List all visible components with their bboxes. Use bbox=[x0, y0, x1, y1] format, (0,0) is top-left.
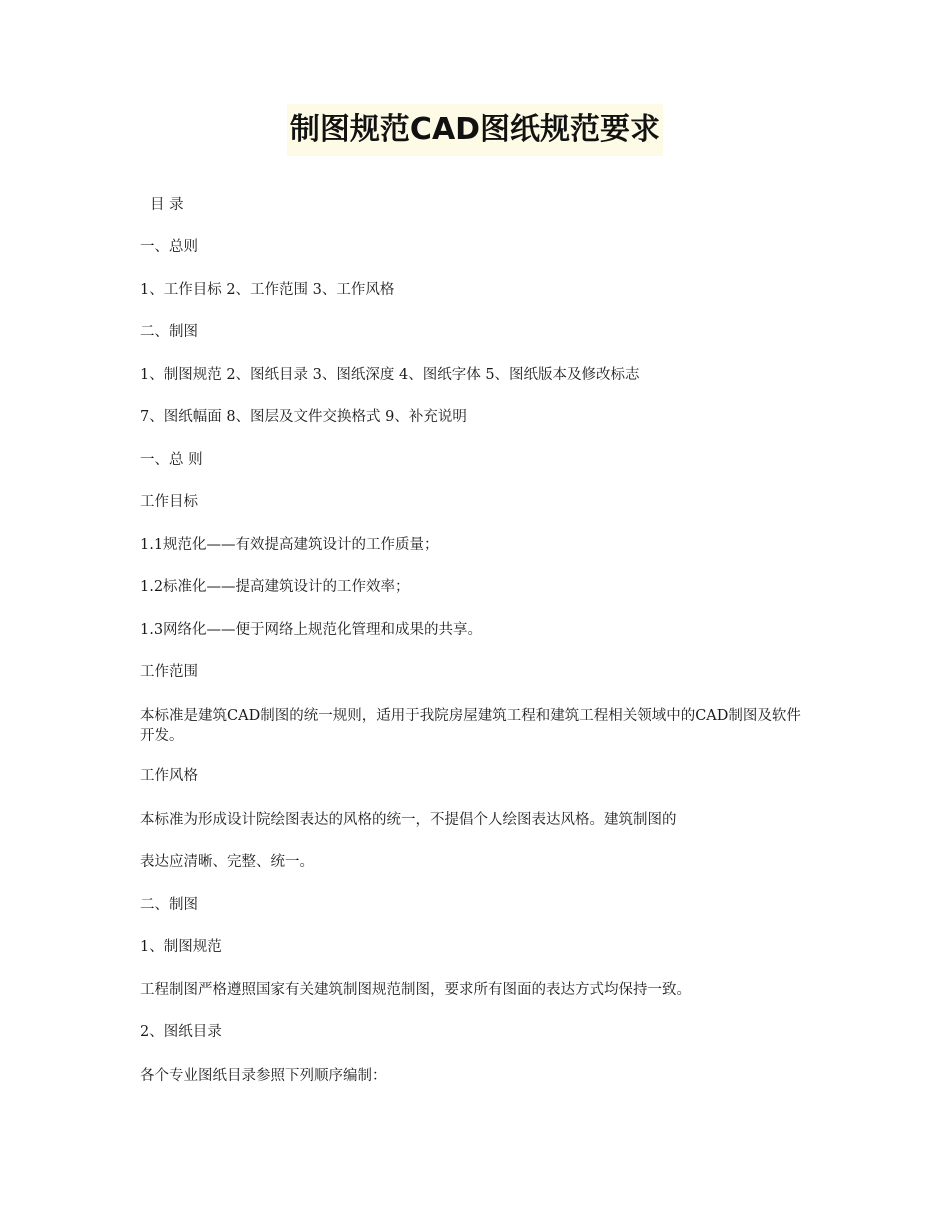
toc-heading: 目 录 bbox=[150, 197, 184, 213]
goal-item-3: 1.3网络化——便于网络上规范化管理和成果的共享。 bbox=[140, 622, 483, 638]
goal-item-2: 1.2标准化——提高建筑设计的工作效率； bbox=[140, 579, 410, 595]
goal-item-1: 1.1规范化——有效提高建筑设计的工作质量； bbox=[140, 537, 439, 553]
document-title: 制图规范CAD图纸规范要求 bbox=[287, 104, 663, 156]
toc-section-2-items-a: 1、制图规范 2、图纸目录 3、图纸深度 4、图纸字体 5、图纸版本及修改标志 bbox=[140, 367, 640, 383]
spec-heading: 1、制图规范 bbox=[140, 939, 222, 955]
spec-paragraph: 工程制图严格遵照国家有关建筑制图规范制图，要求所有图面的表达方式均保持一致。 bbox=[140, 982, 691, 998]
style-paragraph-line-1: 本标准为形成设计院绘图表达的风格的统一，不提倡个人绘图表达风格。建筑制图的 bbox=[140, 812, 677, 828]
toc-section-2: 二、制图 bbox=[140, 324, 198, 340]
toc-section-2-items-b: 7、图纸幅面 8、图层及文件交换格式 9、补充说明 bbox=[140, 409, 467, 425]
catalog-heading: 2、图纸目录 bbox=[140, 1024, 222, 1040]
goal-heading: 工作目标 bbox=[140, 494, 198, 510]
section-2-heading: 二、制图 bbox=[140, 897, 198, 913]
style-paragraph-line-2: 表达应清晰、完整、统一。 bbox=[140, 854, 314, 870]
section-1-heading: 一、总 则 bbox=[140, 452, 203, 468]
toc-section-1: 一、总则 bbox=[140, 239, 198, 255]
toc-section-1-items: 1、工作目标 2、工作范围 3、工作风格 bbox=[140, 282, 395, 298]
scope-heading: 工作范围 bbox=[140, 664, 198, 680]
catalog-paragraph: 各个专业图纸目录参照下列顺序编制： bbox=[140, 1068, 387, 1084]
style-heading: 工作风格 bbox=[140, 768, 198, 784]
scope-paragraph: 本标准是建筑CAD制图的统一规则，适用于我院房屋建筑工程和建筑工程相关领域中的CAD制图及软件开发。 bbox=[140, 708, 801, 744]
title-container bbox=[0, 104, 950, 156]
